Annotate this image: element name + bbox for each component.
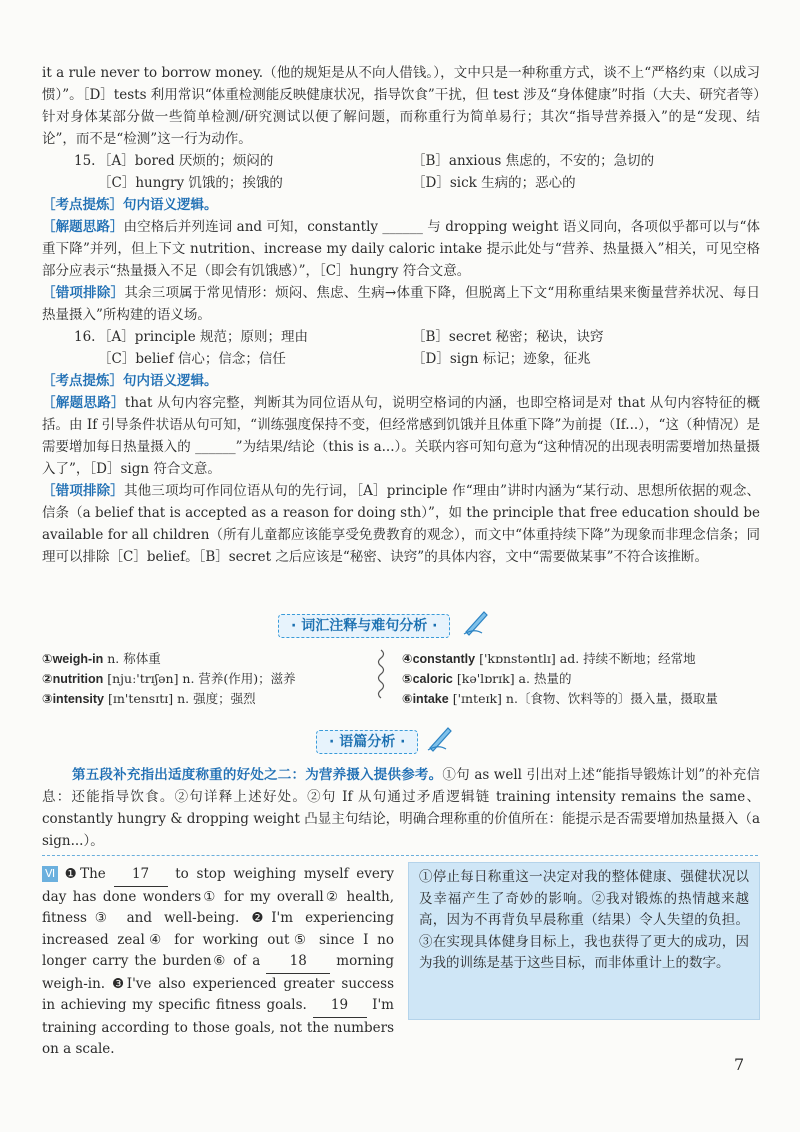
- passage-lead: 第五段补充指出适度称重的好处之二：为营养摄入提供参考。: [72, 767, 443, 783]
- q16-cuoxiang-text: 其他三项均可作同位语从句的先行词，［A］principle 作“理由”讲时内涵为“某行动、思想所依据的观念、信条（a belief that is accepted as a reason for doing sth）”，如 the principle that free education should be available for all children（所有儿童都应该能享受免费教育的观念），而文中“体重持续下降”为现象而非理念信条；同理可以排除［C］belief。［B］secret 之后应该是“秘密、诀窍”的具体内容，文中“需要做某事”不符合该推断。: [42, 483, 760, 565]
- passage-analysis: [42, 764, 760, 852]
- q15-number: 15.: [74, 153, 96, 169]
- q16-jieti-text: that 从句内容完整，判断其为同位语从句，说明空格词的内涵，也即空格词是对 that 从句内容特征的概括。由 If 引导条件状语从句可知，“训练强度保持不变，但经常感到饥饿并且体重下降”为前提（If...），“这（种情况）是需要增加每日热量摄入的 ______”为结果/结论（this is a...）。关联内容可知句意为“这种情况的出现表明需要增加热量摄入了”，［D］sign 符合文意。: [42, 395, 760, 477]
- intro-paragraph: it a rule never to borrow money.（他的规矩是从不向人借钱。），文中只是一种称重方式，谈不上“严格约束（以成习惯）”。［D］tests 利用常识“体重检测能反映健康状况，指导饮食”干扰，但 test 涉及“身体健康”时指（大夫、研究者等）针对身体某部分做一些简单检测/研究测试以便了解问题，而称重行为简单易行；其次“指导营养摄入”的是“发现、结论”，而不是“检测”这一行为动作。: [42, 65, 760, 147]
- pen-icon: [426, 722, 454, 752]
- vocab-def: [ɪn'tensɪtɪ] n. 强度；强烈: [103, 691, 256, 706]
- dashed-separator: [42, 855, 758, 856]
- vocab-def: [kə'lɒrɪk] a. 热量的: [452, 671, 572, 686]
- blank-18[interactable]: 18: [266, 951, 330, 974]
- q16-jieti: [42, 392, 760, 480]
- vocab-def: ['kɒnstəntlɪ] ad. 持续不断地；经常地: [475, 651, 696, 666]
- q16-option-d: ［D］sign 标记；迹象，征兆: [412, 351, 591, 367]
- q16-number: 16.: [74, 329, 96, 345]
- vocab-item: [42, 648, 161, 670]
- vocab-section-title: · 词汇注释与难句分析 ·: [278, 614, 450, 638]
- q15-option-a: ［A］bored 厌烦的；烦闷的: [98, 153, 274, 169]
- translation-text: ①停止每日称重这一决定对我的整体健康、强健状况以及幸福产生了奇妙的影响。②我对锻炼的热情越来越高，因为不再背负早晨称重（结果）令人失望的负担。③在实现具体健身目标上，我也获得了更大的成功，因为我的训练是基于这些目标，而非体重计上的数字。: [419, 869, 749, 971]
- q16-cuoxiang: [42, 480, 760, 568]
- vocab-def: ['ɪnteɪk] n.〔食物、饮料等的〕摄入量，摄取量: [448, 691, 718, 706]
- q16-kaodian-text: 句内语义逻辑。: [123, 373, 218, 389]
- vocab-item: [42, 688, 256, 710]
- spiral-divider-icon: [374, 648, 388, 708]
- page-number: 7: [734, 1055, 745, 1074]
- paragraph-six: [42, 864, 394, 1061]
- q15-cuoxiang: [42, 282, 760, 326]
- vocab-def: n. 称体重: [103, 651, 161, 666]
- q16-option-b: ［B］secret 秘密；秘诀，诀窍: [412, 329, 604, 345]
- blank-19[interactable]: 19: [313, 995, 367, 1018]
- pen-icon: [462, 606, 490, 636]
- q15-option-d: ［D］sick 生病的；恶心的: [412, 175, 576, 191]
- q15-cuoxiang-text: 其余三项属于常见情形：烦闷、焦虑、生病→体重下降，但脱离上下文“用称重结果来衡量营养状况、每日热量摄入”所构建的语义场。: [42, 285, 761, 323]
- q15-cuoxiang-label: ［错项排除］: [42, 285, 125, 301]
- vocab-head: ⑤caloric: [402, 672, 453, 686]
- vocab-item: [402, 648, 696, 670]
- q16-kaodian-label: ［考点提炼］: [42, 373, 123, 389]
- vocab-def: [njuː'trɪʃən] n. 营养(作用)；滋养: [103, 671, 296, 686]
- q16-kaodian: [42, 370, 760, 392]
- vocab-item: [402, 688, 718, 710]
- vocab-item: [402, 668, 571, 690]
- vocab-item: [42, 668, 296, 690]
- vocab-head: ③intensity: [42, 692, 104, 706]
- p6-s2: ❷I'm experiencing increased zeal④ for working out⑤ since I no longer carry the burden⑥ of a: [42, 910, 394, 969]
- blank-17[interactable]: 17: [114, 864, 168, 887]
- q16-option-a: ［A］principle 规范；原则；理由: [98, 329, 308, 345]
- q15-kaodian: [42, 194, 760, 216]
- translation-box: [408, 862, 760, 1020]
- vocab-head: ②nutrition: [42, 672, 104, 686]
- vocab-head: ⑥intake: [402, 692, 449, 706]
- p6-s1-post: to stop weighing myself every day has done wonders① for my overall② health, fitness③ and well-being.: [42, 866, 394, 926]
- q16-jieti-label: ［解题思路］: [42, 395, 125, 411]
- q15-option-c: ［C］hungry 饥饿的；挨饿的: [98, 175, 283, 191]
- q16-option-c: ［C］belief 信心；信念；信任: [98, 351, 286, 367]
- q15-jieti: [42, 216, 760, 282]
- q15-jieti-label: ［解题思路］: [42, 219, 124, 235]
- q15-option-b: ［B］anxious 焦虑的，不安的；急切的: [412, 153, 655, 169]
- vocab-head: ①weigh-in: [42, 652, 104, 666]
- p6-s3: ❸I've also experienced greater success in achieving my specific fitness goals.: [42, 975, 394, 1013]
- p6-s2-post: morning weigh-in.: [42, 953, 394, 992]
- q15-kaodian-label: ［考点提炼］: [42, 197, 123, 213]
- paragraph-roman-numeral: Ⅵ: [42, 866, 58, 882]
- passage-text: ①句 as well 引出对上述“能指导锻炼计划”的补充信息：还能指导饮食。②句详释上述好处。②句 If 从句通过矛盾逻辑链 training intensity remains the same、constantly hungry & dropping weight 凸显主句结论，明确合理称重的价值所在：能提示是否需要增加热量摄入（a sign...）。: [42, 767, 760, 849]
- q15-kaodian-text: 句内语义逻辑。: [123, 197, 218, 213]
- q15-jieti-text: 由空格后并列连词 and 可知，constantly ______ 与 dropping weight 语义同向，各项似乎都可以与“体重下降”并列，但上下文 nutrition、increase my daily caloric intake 提示此处与“营养、热量摄入”相关，可见空格部分应表示“热量摄入不足（即会有饥饿感）”，［C］hungry 符合文意。: [42, 219, 760, 279]
- q16-cuoxiang-label: ［错项排除］: [42, 483, 124, 499]
- p6-s1-pre: ❶The: [61, 866, 106, 882]
- vocab-head: ④constantly: [402, 652, 476, 666]
- passage-section-title: · 语篇分析 ·: [316, 730, 418, 754]
- p6-s3-post: I'm training according to those goals, not the numbers on a scale.: [42, 997, 394, 1057]
